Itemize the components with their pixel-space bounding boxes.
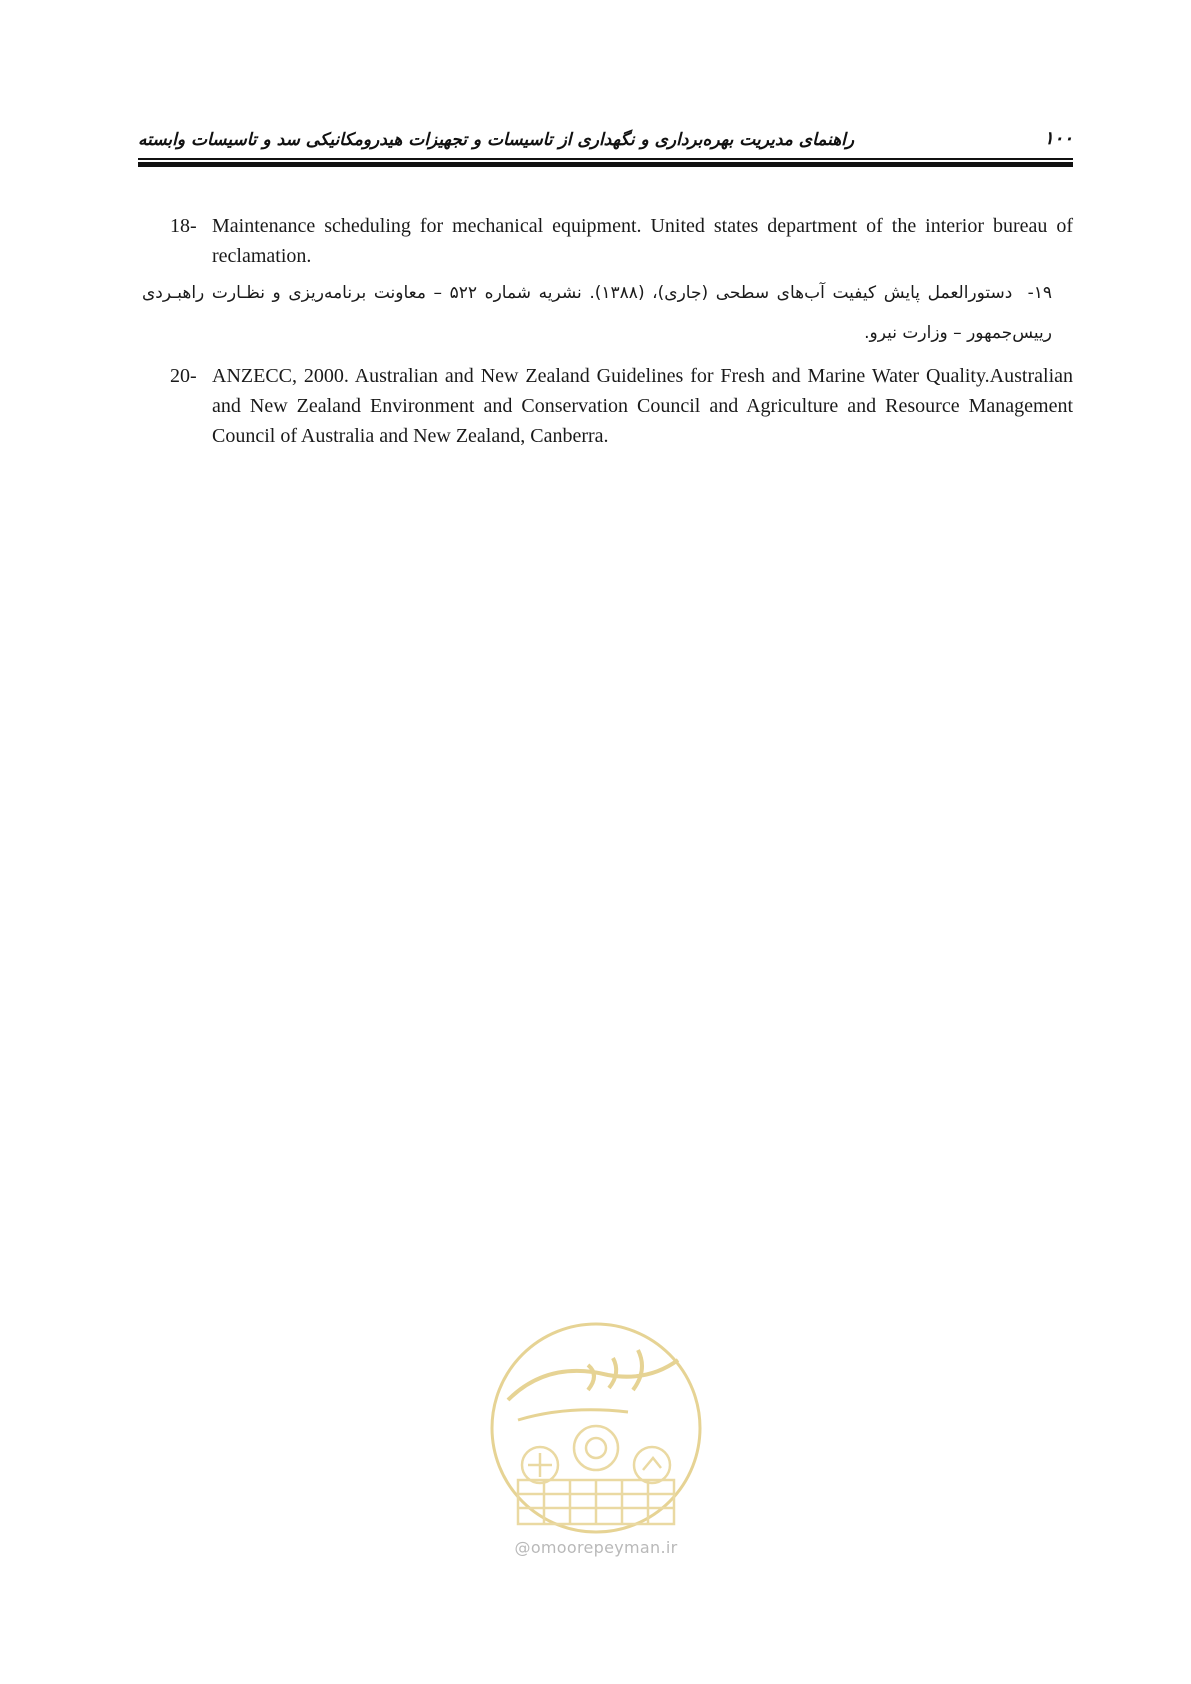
reference-item-18 — [170, 211, 1073, 271]
header-rule-thick — [138, 162, 1073, 167]
reference-text: دستورالعمل پایش کیفیت آب‌های سطحی (جاری)، (۱۳۸۸). نشریه شماره ۵۲۲ – معاونت برنامه‌ریزی و نظـارت راهبـردی — [142, 283, 1013, 303]
running-title: راهنمای مدیریت بهره‌برداری و نگهداری از تاسیسات و تجهیزات هیدرومکانیکی سد و تاسیسات وابسته — [138, 130, 855, 150]
reference-text: ANZECC, 2000. Australian and New Zealand Guidelines for Fresh and Marine Water Quality.Australian and New Zealand Environment and Conservation Council and Agriculture and Resource Management Council of Australia and New Zealand, Canberra. — [212, 365, 1073, 447]
reference-item-19 — [142, 273, 1052, 353]
reference-number: 20- — [170, 365, 197, 387]
reference-text: Maintenance scheduling for mechanical equipment. United states department of the interior bureau of reclamation. — [212, 215, 1073, 267]
page-number: ۱۰۰ — [1043, 128, 1073, 149]
reference-text-line2: رییس‌جمهور – وزارت نیرو. — [864, 323, 1052, 343]
watermark-url: @omoorepeyman.ir — [514, 1538, 678, 1557]
header-rule-thin — [138, 158, 1073, 160]
reference-number: ۱۹- — [1027, 283, 1052, 303]
reference-item-20 — [170, 361, 1073, 451]
reference-number: 18- — [170, 215, 197, 237]
watermark-logo-icon — [488, 1320, 704, 1536]
reference-text-line1 — [142, 273, 1052, 313]
page-header — [138, 122, 1073, 168]
